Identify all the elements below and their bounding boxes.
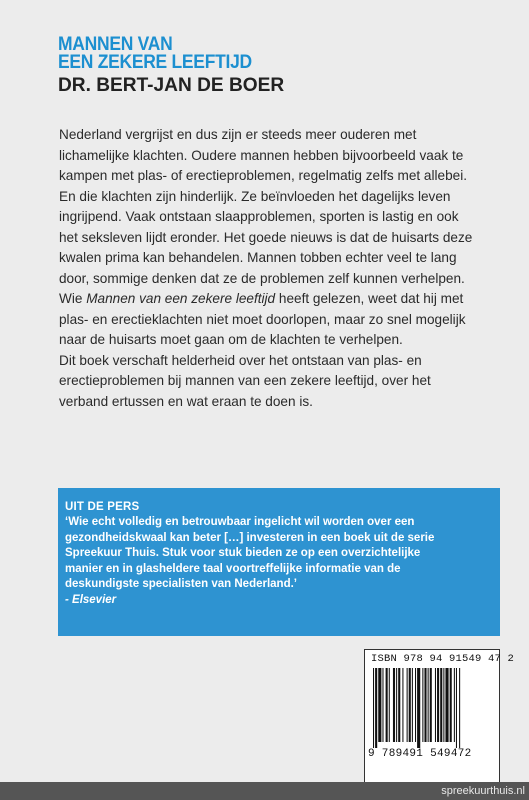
blurb-line: erectieproblemen bij mannen van een zekere leeftijd, over het — [59, 373, 431, 388]
website-footer — [0, 782, 529, 800]
press-quote-line: deskundigste specialisten van Nederland.’ — [65, 578, 297, 590]
press-quote-line: ‘Wie echt volledig en betrouwbaar ingelicht wil worden over een — [65, 516, 415, 528]
book-title-line-1: MANNEN VAN — [58, 34, 173, 55]
blurb-line-prefix: Wie — [59, 291, 87, 306]
isbn-barcode-box — [364, 649, 515, 788]
blurb-line: plas- en erectieklachten niet moet doorlopen, maar zo snel mogelijk — [59, 311, 466, 327]
cover-title-block — [58, 36, 289, 96]
blurb-line: ingrijpend. Vaak ontstaan slaapproblemen, sporten is lastig en ook — [59, 209, 459, 224]
blurb-text — [59, 125, 489, 412]
blurb-line: kwalen prima kan behandelen. Mannen tobben echter veel te lang — [59, 250, 457, 265]
blurb-line: verband ertussen en wat eraan te doen is. — [59, 393, 313, 409]
press-quote-line: Spreekuur Thuis. Stuk voor stuk bieden ze op een overzichtelijke — [65, 547, 421, 559]
book-title-italic: Mannen van een zekere leeftijd — [86, 291, 276, 306]
press-quote-line: manier en in glasheldere taal voortreffelijke informatie van de — [65, 562, 401, 575]
press-source: - Elsevier — [65, 593, 117, 606]
blurb-line: kampen met plas- of erectieproblemen, regelmatig zelfs met allebei. — [59, 168, 468, 183]
press-quote-box — [58, 488, 500, 636]
barcode-icon — [373, 668, 493, 748]
isbn-label: ISBN 978 94 91549 47 2 — [371, 653, 515, 665]
blurb-line: door, sommige denken dat ze de problemen zelf kunnen verhelpen. — [59, 270, 465, 286]
press-quote-line: gezondheidskwaal kan beter […] investeren in een boek uit de serie — [65, 531, 435, 544]
blurb-line: lichamelijke klachten. Oudere mannen hebben bijvoorbeeld vaak te — [59, 147, 464, 163]
blurb-line-suffix: heeft gelezen, weet dat hij met — [275, 291, 464, 306]
blurb-line: En die klachten zijn hinderlijk. Ze beïnvloeden het dagelijks leven — [59, 188, 451, 204]
book-title-line-2: EEN ZEKERE LEEFTIJD — [58, 52, 252, 73]
blurb-line: Dit boek verschaft helderheid over het ontstaan van plas- en — [59, 352, 422, 368]
press-heading: UIT DE PERS — [65, 501, 140, 513]
blurb-line: naar de huisarts moet gaan om de klachten te verhelpen. — [59, 332, 403, 347]
blurb-line: Nederland vergrijst en dus zijn er steeds meer ouderen met — [59, 127, 417, 142]
website-url: spreekuurthuis.nl — [441, 785, 525, 797]
author-name: DR. BERT-JAN DE BOER — [58, 74, 285, 96]
press-quote — [65, 515, 500, 593]
blurb-line: het seksleven lijdt eronder. Het goede nieuws is dat de huisarts deze — [59, 229, 473, 245]
blurb-line — [59, 289, 489, 310]
barcode-digits: 9 789491 549472 — [368, 748, 472, 760]
